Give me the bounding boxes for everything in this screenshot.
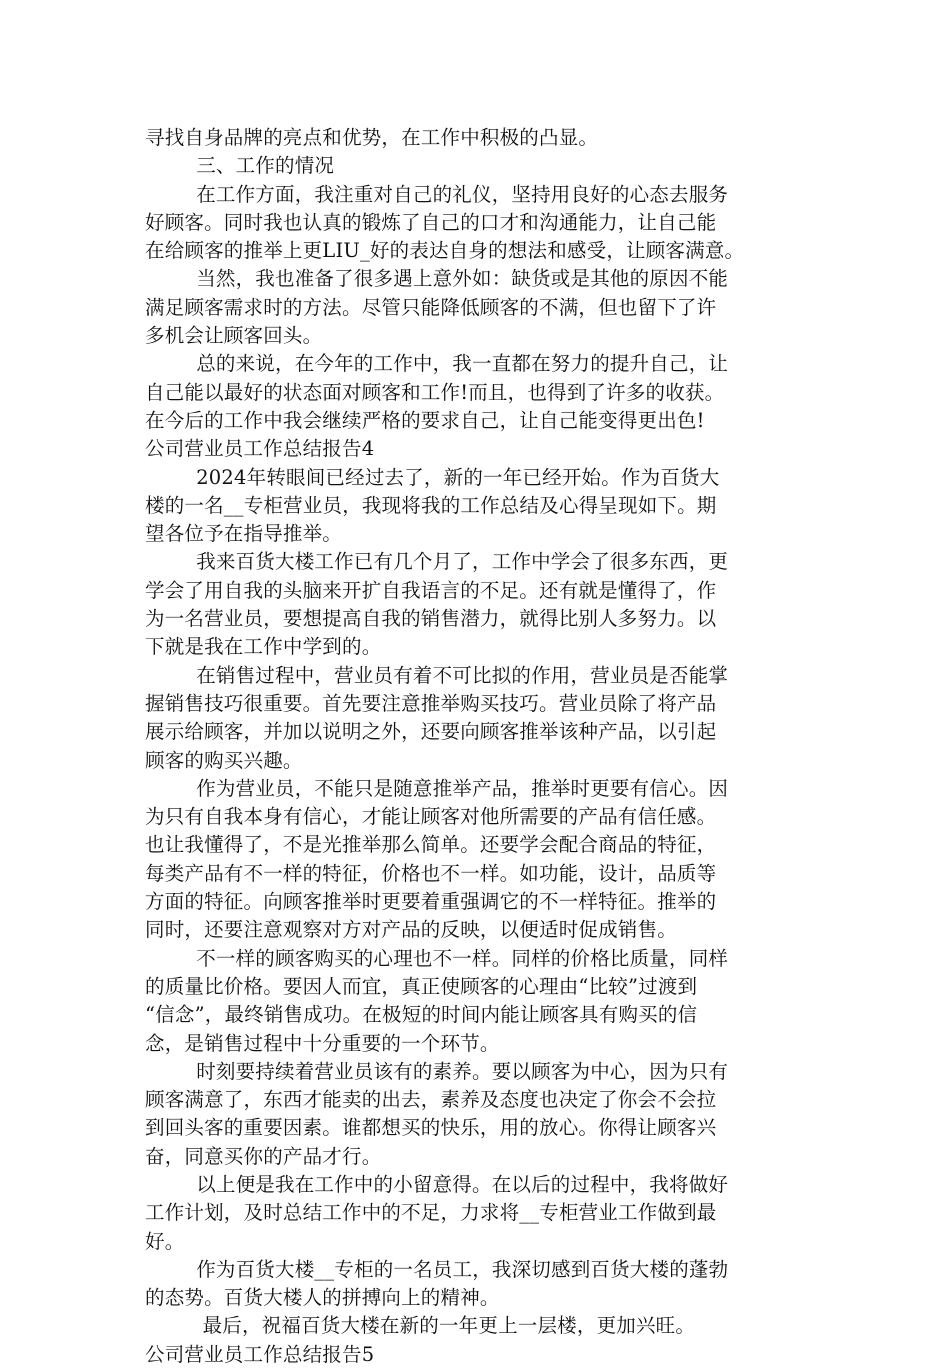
text-line: 的态势。百货大楼人的拼搏向上的精神。 <box>145 1286 500 1310</box>
text-line: 在销售过程中，营业员有着不可比拟的作用，营业员是否能掌 <box>145 663 729 687</box>
text-line: 多机会让顾客回头。 <box>145 324 323 348</box>
text-line: 学会了用自我的头脑来开扩自我语言的不足。还有就是懂得了，作 <box>145 578 717 602</box>
text-line: 方面的特征。向顾客推举时更要着重强调它的不一样特征。推举的 <box>145 890 717 914</box>
text-line: 在工作方面，我注重对自己的礼仪，坚持用良好的心态去服务 <box>145 182 729 206</box>
text-line: 作为营业员，不能只是随意推举产品，推举时更要有信心。因 <box>145 776 729 800</box>
text-line: 为一名营业员，要想提高自我的销售潜力，就得比别人多努力。以 <box>145 607 717 631</box>
text-line: 楼的一名__专柜营业员，我现将我的工作总结及心得呈现如下。期 <box>145 493 717 517</box>
text-line: 最后，祝福百货大楼在新的一年更上一层楼，更加兴旺。 <box>145 1314 696 1338</box>
text-line: 顾客满意了，东西才能卖的出去，素养及态度也决定了你会不会拉 <box>145 1088 717 1112</box>
text-line: 握销售技巧很重要。首先要注意推举购买技巧。营业员除了将产品 <box>145 691 717 715</box>
text-line: 好。 <box>145 1229 185 1253</box>
text-line: 的质量比价格。要因人而宜，真正使顾客的心理由“比较”过渡到 <box>145 974 698 998</box>
text-line: 到回头客的重要因素。谁都想买的快乐，用的放心。你得让顾客兴 <box>145 1116 717 1140</box>
text-line: 公司营业员工作总结报告5 <box>145 1342 375 1366</box>
text-line: 顾客的购买兴趣。 <box>145 748 303 772</box>
text-line: 我来百货大楼工作已有几个月了，工作中学会了很多东西，更 <box>145 550 729 574</box>
text-line: 在今后的工作中我会继续严格的要求自己，让自己能变得更出色! <box>145 408 705 432</box>
text-line: 满足顾客需求时的方法。尽管只能降低顾客的不满，但也留下了许 <box>145 295 717 319</box>
text-line: 展示给顾客，并加以说明之外，还要向顾客推举该种产品，以引起 <box>145 720 717 744</box>
text-line: 公司营业员工作总结报告4 <box>145 437 375 461</box>
text-line: 奋，同意买你的产品才行。 <box>145 1144 382 1168</box>
text-line: 在给顾客的推举上更LIU_好的表达自身的想法和感受，让顾客满意。 <box>145 239 745 263</box>
text-line: 好顾客。同时我也认真的锻炼了自己的口才和沟通能力，让自己能 <box>145 210 717 234</box>
text-line: 念，是销售过程中十分重要的一个环节。 <box>145 1031 500 1055</box>
text-line: 同时，还要注意观察对方对产品的反映，以便适时促成销售。 <box>145 918 677 942</box>
text-line: “信念”，最终销售成功。在极短的时间内能让顾客具有购买的信 <box>145 1003 698 1027</box>
text-line: 也让我懂得了，不是光推举那么简单。还要学会配合商品的特征， <box>145 833 717 857</box>
text-line: 工作计划，及时总结工作中的不足，力求将__专柜营业工作做到最 <box>145 1201 717 1225</box>
text-line: 不一样的顾客购买的心理也不一样。同样的价格比质量，同样 <box>145 946 729 970</box>
text-line: 为只有自我本身有信心，才能让顾客对他所需要的产品有信任感。 <box>145 805 717 829</box>
document-body <box>145 124 810 1369</box>
text-line: 寻找自身品牌的亮点和优势，在工作中积极的凸显。 <box>145 126 599 149</box>
text-line: 自己能以最好的状态面对顾客和工作!而且，也得到了许多的收获。 <box>145 380 725 404</box>
text-line: 总的来说，在今年的工作中，我一直都在努力的提升自己，让 <box>145 352 729 376</box>
text-line: 望各位予在指导推举。 <box>145 522 343 546</box>
text-line: 2024年转眼间已经过去了，新的一年已经开始。作为百货大 <box>145 465 720 489</box>
text-line: 每类产品有不一样的特征，价格也不一样。如功能，设计，品质等 <box>145 861 717 885</box>
text-line: 下就是我在工作中学到的。 <box>145 635 382 659</box>
text-line: 当然，我也准备了很多遇上意外如：缺货或是其他的原因不能 <box>145 267 729 291</box>
text-line: 作为百货大楼__专柜的一名员工，我深切感到百货大楼的蓬勃 <box>145 1257 729 1281</box>
text-line: 以上便是我在工作中的小留意得。在以后的过程中，我将做好 <box>145 1172 729 1196</box>
text-line: 时刻要持续着营业员该有的素养。要以顾客为中心，因为只有 <box>145 1059 729 1083</box>
text-line: 三、工作的情况 <box>145 154 335 178</box>
